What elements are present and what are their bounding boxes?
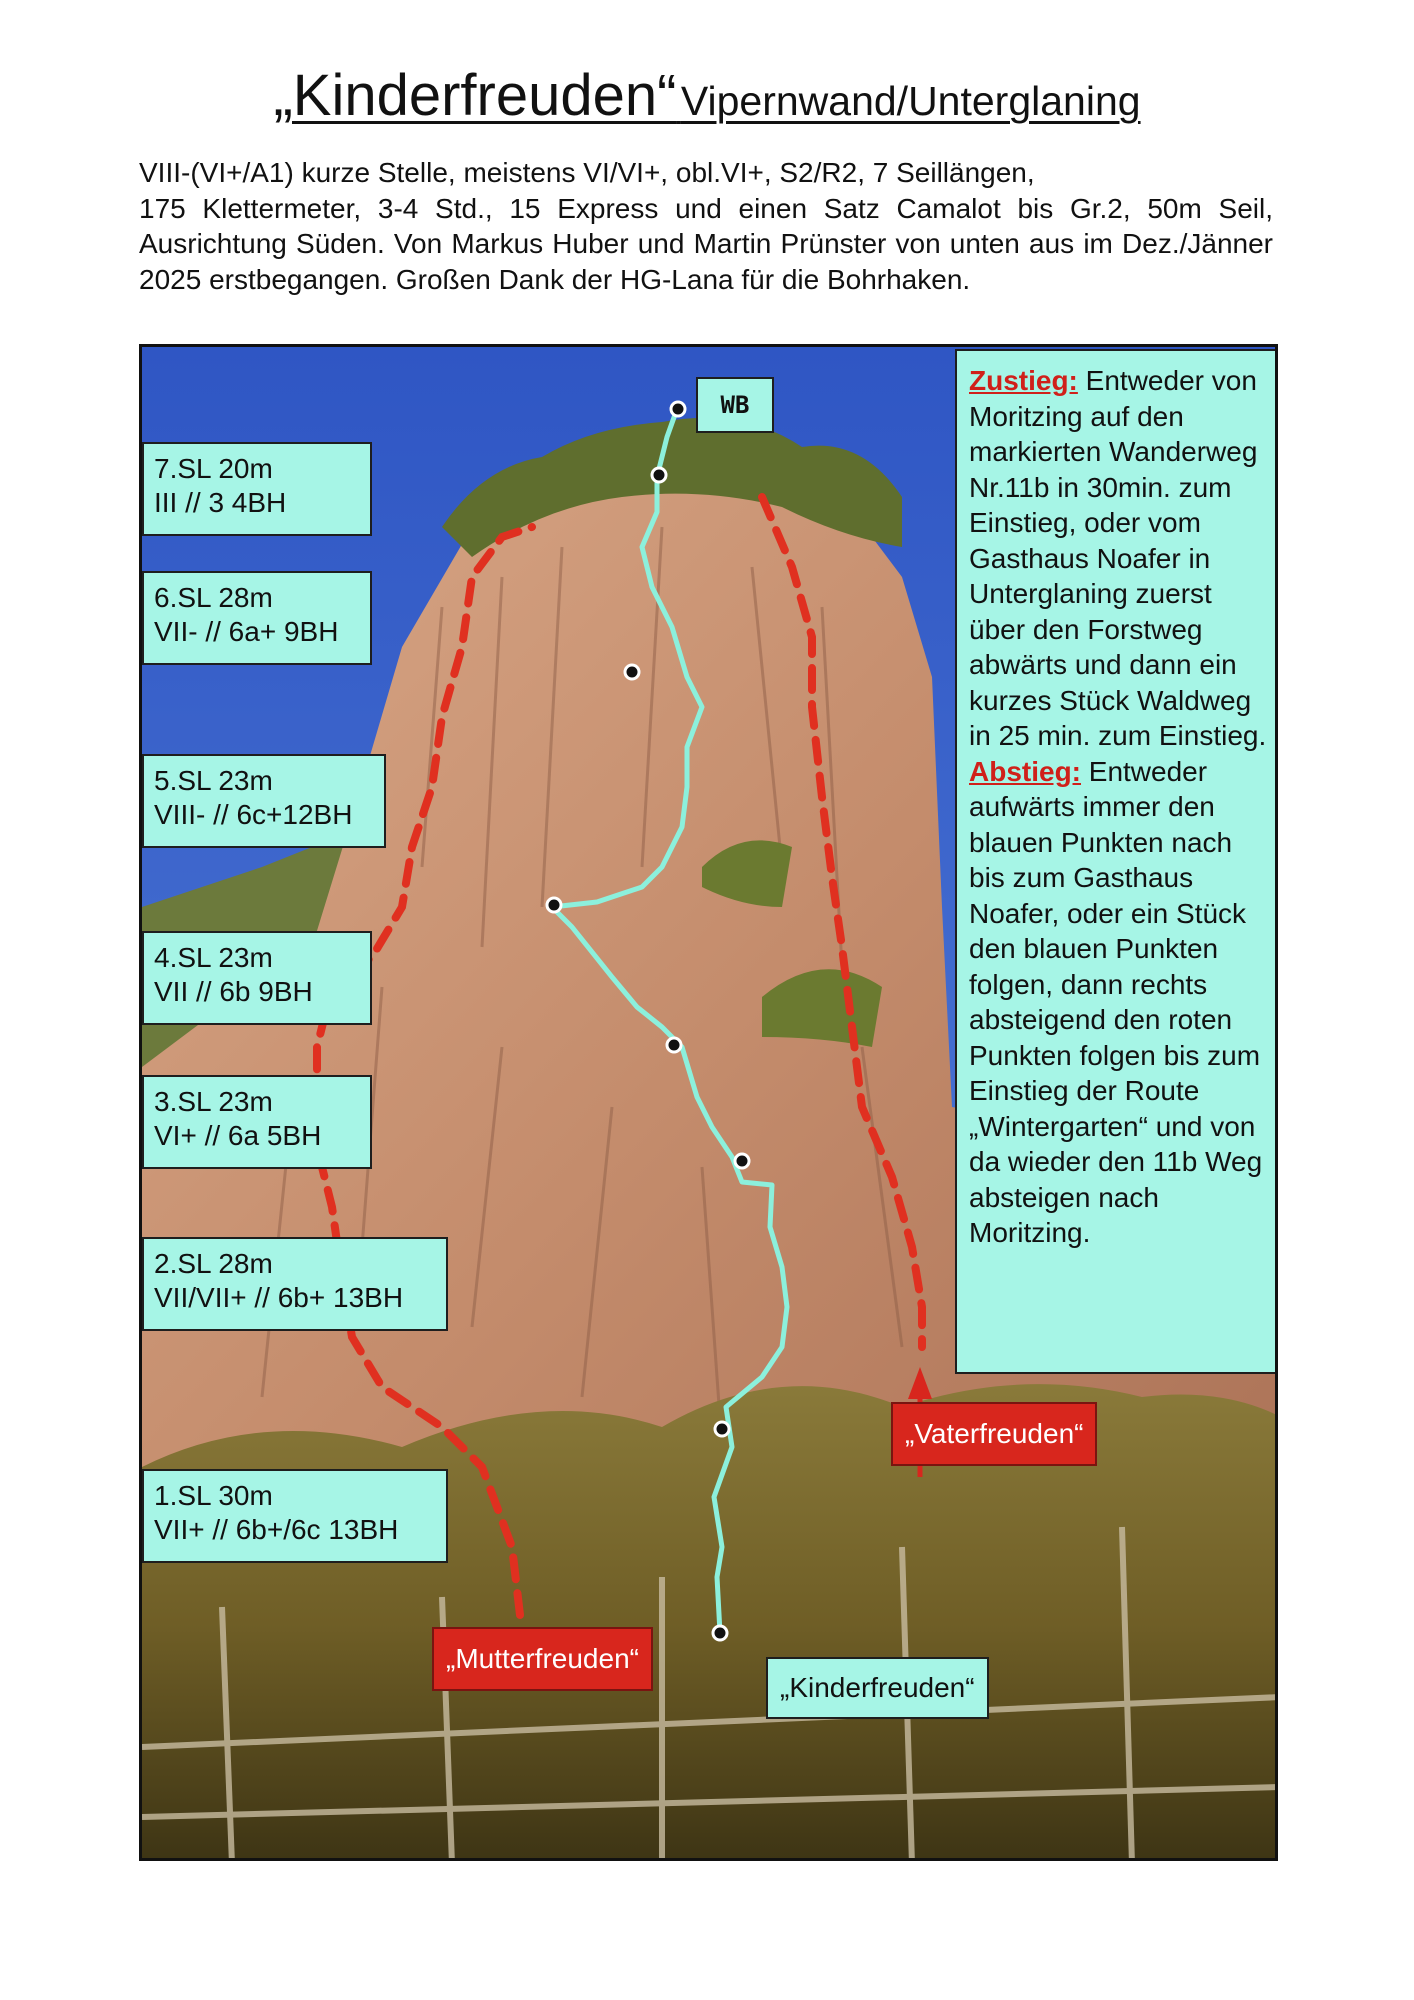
belay-6 — [652, 468, 666, 482]
topo-photo — [139, 344, 1278, 1861]
route-description — [139, 155, 1273, 297]
approach-text: Entweder von Moritzing auf den markierten Wanderweg Nr.11b in 30min. zum Einstieg, oder vom Gasthaus Noafer in Unterglaning zuerst über den Forstweg abwärts und dann ein kurzes Stück Waldweg in 25 min. zum Einstieg. — [969, 365, 1267, 751]
pitch-6-name: 6.SL 28m — [154, 582, 273, 613]
descent-section — [969, 754, 1269, 1251]
belay-5 — [625, 665, 639, 679]
crag-name: Vipernwand/Unterglaning — [680, 78, 1141, 124]
pitch-3-grade: VI+ // 6a 5BH — [154, 1120, 322, 1151]
pitch-5-name: 5.SL 23m — [154, 765, 273, 796]
pitch-5-box — [142, 754, 386, 848]
top-anchor-label: WB — [696, 377, 774, 433]
pitch-2-box — [142, 1237, 448, 1331]
pitch-4-box — [142, 931, 372, 1025]
pitch-2-name: 2.SL 28m — [154, 1248, 273, 1279]
pitch-7-box — [142, 442, 372, 536]
belay-wb — [671, 402, 685, 416]
description-line-2: 175 Klettermeter, 3-4 Std., 15 Express und einen Satz Camalot bis Gr.2, 50m Seil, Ausrichtung Süden. Von Markus Huber und Martin Prünster von unten aus im Dez./Jänner 2025 erstbegangen. Großen Dank der HG-Lana für die Bohrhaken. — [139, 192, 1273, 295]
pitch-2-grade: VII/VII+ // 6b+ 13BH — [154, 1282, 404, 1313]
belay-2 — [735, 1154, 749, 1168]
belay-3 — [667, 1038, 681, 1052]
pitch-4-name: 4.SL 23m — [154, 942, 273, 973]
pitch-4-grade: VII // 6b 9BH — [154, 976, 313, 1007]
route-name: „Kinderfreuden“ — [273, 63, 677, 128]
pitch-6-grade: VII- // 6a+ 9BH — [154, 616, 339, 647]
pitch-1-grade: VII+ // 6b+/6c 13BH — [154, 1514, 399, 1545]
pitch-1-box — [142, 1469, 448, 1563]
kinderfreuden-label: „Kinderfreuden“ — [766, 1657, 989, 1719]
descent-text: Entweder aufwärts immer den blauen Punkten nach bis zum Gasthaus Noafer, oder ein Stück den blauen Punkten folgen, dann rechts absteigend den roten Punkten folgen bis zum Einstieg der Route „Wintergarten“ und von da wieder den 11b Weg absteigen nach Moritzing. — [969, 755, 1263, 1248]
belay-1 — [715, 1422, 729, 1436]
pitch-5-grade: VIII- // 6c+12BH — [154, 799, 353, 830]
descent-heading: Abstieg: — [969, 755, 1081, 787]
vaterfreuden-label: „Vaterfreuden“ — [891, 1402, 1097, 1466]
pitch-7-name: 7.SL 20m — [154, 453, 273, 484]
pitch-1-name: 1.SL 30m — [154, 1480, 273, 1511]
belay-start — [713, 1626, 727, 1640]
page-title — [0, 62, 1414, 129]
pitch-3-box — [142, 1075, 372, 1169]
pitch-3-name: 3.SL 23m — [154, 1086, 273, 1117]
approach-section — [969, 363, 1269, 754]
pitch-6-box — [142, 571, 372, 665]
description-line-1: VIII-(VI+/A1) kurze Stelle, meistens VI/VI+, obl.VI+, S2/R2, 7 Seillängen, — [139, 157, 1035, 188]
mutterfreuden-label: „Mutterfreuden“ — [432, 1627, 653, 1691]
pitch-7-grade: III // 3 4BH — [154, 487, 287, 518]
approach-descent-box — [955, 349, 1277, 1374]
approach-heading: Zustieg: — [969, 365, 1078, 396]
belay-4 — [547, 898, 561, 912]
